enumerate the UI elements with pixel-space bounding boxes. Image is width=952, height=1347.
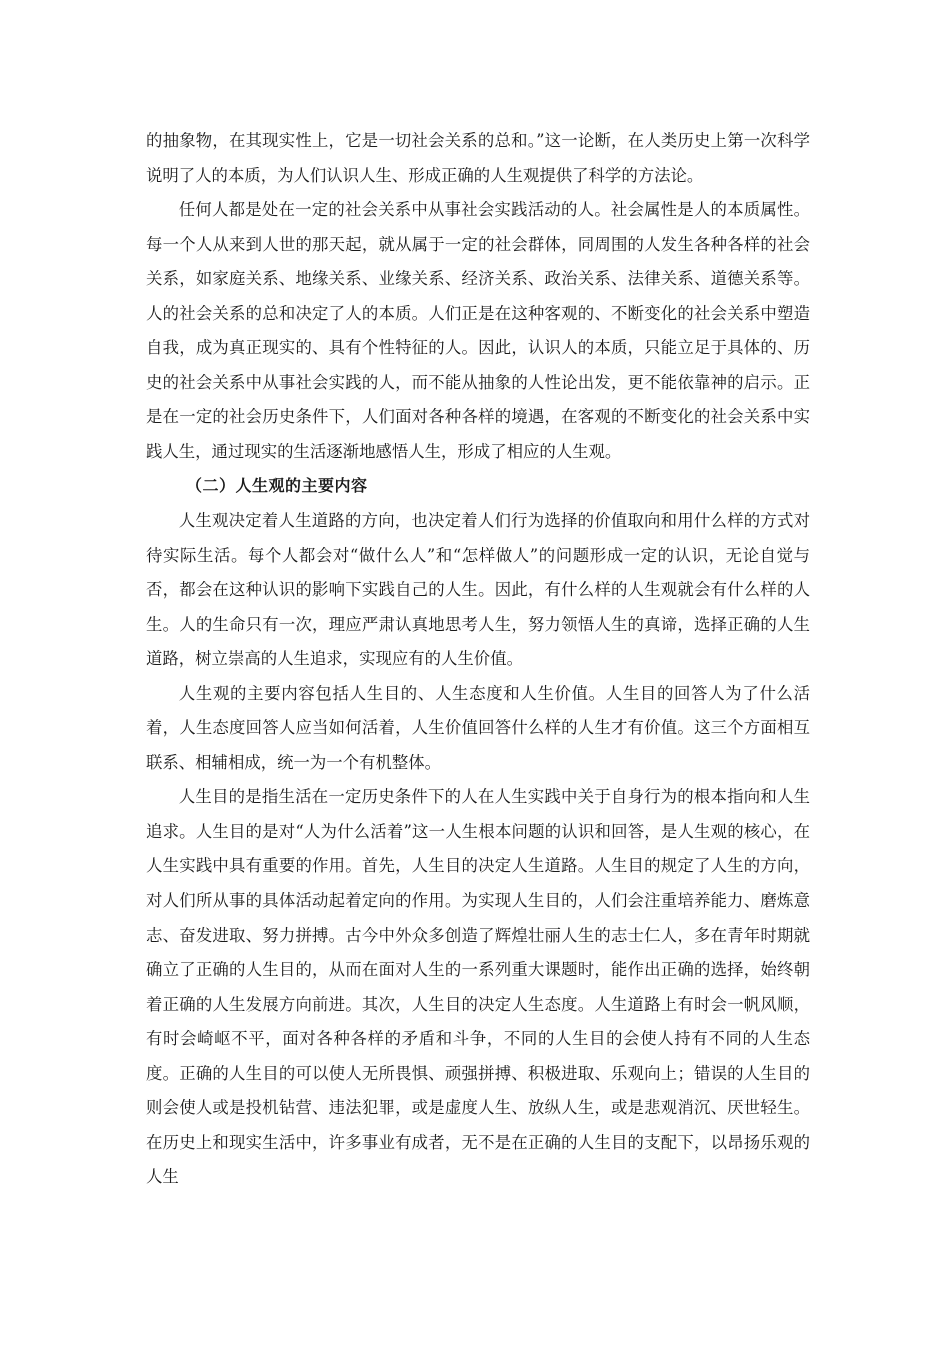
body-paragraph-4: 人生观的主要内容包括人生目的、人生态度和人生价值。人生目的回答人为了什么活着，人生态度回答人应当如何活着，人生价值回答什么样的人生才有价值。这三个方面相互联系、相辅相成，统一为一个有机整体。	[146, 683, 810, 772]
body-paragraph-5: 人生目的是指生活在一定历史条件下的人在人生实践中关于自身行为的根本指向和人生追求。人生目的是对“人为什么活着”这一人生根本问题的认识和回答，是人生观的核心，在人生实践中具有重要的作用。首先，人生目的决定人生道路。人生目的规定了人生的方向，对人们所从事的具体活动起着定向的作用。为实现人生目的，人们会注重培养能力、磨炼意志、奋发进取、努力拼搏。古今中外众多创造了辉煌壮丽人生的志士仁人，多在青年时期就确立了正确的人生目的，从而在面对人生的一系列重大课题时，能作出正确的选择，始终朝着正确的人生发展方向前进。其次，人生目的决定人生态度。人生道路上有时会一帆风顺，有时会崎岖不平，面对各种各样的矛盾和斗争，不同的人生目的会使人持有不同的人生态度。正确的人生目的可以使人无所畏惧、顽强拼搏、积极进取、乐观向上；错误的人生目的则会使人或是投机钻营、违法犯罪，或是虚度人生、放纵人生，或是悲观消沉、厌世轻生。在历史上和现实生活中，许多事业有成者，无不是在正确的人生目的支配下，以昂扬乐观的人生	[146, 787, 810, 1187]
body-paragraph-2: 任何人都是处在一定的社会关系中从事社会实践活动的人。社会属性是人的本质属性。每一个人从来到人世的那天起，就从属于一定的社会群体，同周围的人发生各种各样的社会关系，如家庭关系、地缘关系、业缘关系、经济关系、政治关系、法律关系、道德关系等。人的社会关系的总和决定了人的本质。人们正是在这种客观的、不断变化的社会关系中塑造自我，成为真正现实的、具有个性特征的人。因此，认识人的本质，只能立足于具体的、历史的社会关系中从事社会实践的人，而不能从抽象的人性论出发，更不能依靠神的启示。正是在一定的社会历史条件下，人们面对各种各样的境遇，在客观的不断变化的社会关系中实践人生，通过现实的生活逐渐地感悟人生，形成了相应的人生观。	[146, 200, 810, 461]
document-page	[146, 124, 810, 1195]
body-paragraph-1: 的抽象物，在其现实性上，它是一切社会关系的总和。”这一论断，在人类历史上第一次科学说明了人的本质，为人们认识人生、形成正确的人生观提供了科学的方法论。	[146, 131, 810, 185]
body-paragraph-3: 人生观决定着人生道路的方向，也决定着人们行为选择的价值取向和用什么样的方式对待实际生活。每个人都会对“做什么人”和“怎样做人”的问题形成一定的认识，无论自觉与否，都会在这种认识的影响下实践自己的人生。因此，有什么样的人生观就会有什么样的人生。人的生命只有一次，理应严肃认真地思考人生，努力领悟人生的真谛，选择正确的人生道路，树立崇高的人生追求，实现应有的人生价值。	[146, 511, 810, 669]
section-heading: （二）人生观的主要内容	[186, 476, 368, 496]
